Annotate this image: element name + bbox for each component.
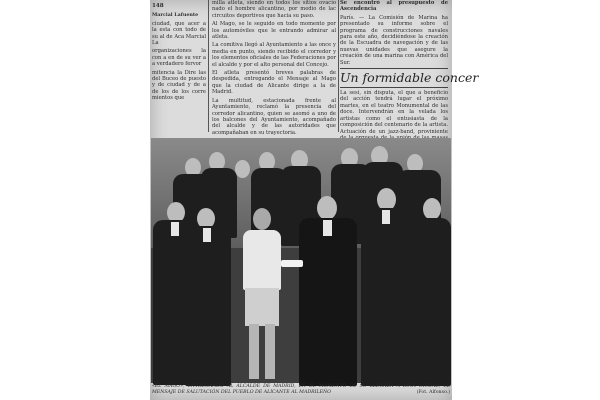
photo-credit: (Fot. Alfonso.) xyxy=(416,390,450,395)
person-collar xyxy=(171,222,179,236)
column-divider xyxy=(208,0,209,132)
article-paragraph: organizaciones la con a en de su ver a a verdadero fervor xyxy=(152,48,206,68)
article-paragraph: milla atleta, siendo en todos los sitios ovacio nado el hombre alicantino, por medio de lac circuitos deportivos que hacia su paso. xyxy=(212,0,336,19)
article-paragraph: La comitiva llegó al Ayuntamiento a las once y media en punto, siendo recibido el corredor y los elementos oficiales de las Federaciones por el alcalde y por el alto personal del Concejo. xyxy=(212,42,336,68)
column-divider xyxy=(338,0,339,132)
person-suit xyxy=(409,218,451,386)
article-paragraph: París. — La Comisión de Marina ha presentado su informe sobre el programa de construcciones navales para este año, decidiéndose la creación de la Escuadra de navegación y de las nuevas unidades que asegure la creación de una marina con América del Sur. xyxy=(340,14,448,66)
person-suit xyxy=(185,226,231,386)
person-head xyxy=(423,198,441,220)
athlete-shorts xyxy=(245,288,279,326)
person-collar xyxy=(382,210,390,224)
article-paragraph: mitencia la Dire las del Buceo de puesto y de ciudad y de a de los de los corre mientos que xyxy=(152,69,206,102)
athlete-leg xyxy=(249,324,259,379)
article-paragraph: El atleta presentó breves palabras de despedida, entregando el Mensaje al Mago que la ciudad de Alicante dirige a la de Madrid. xyxy=(212,70,336,96)
mayor-suit xyxy=(299,218,357,386)
column-left-subheading: Marcial Lafuente xyxy=(152,12,199,19)
athlete-singlet xyxy=(243,230,281,290)
mayor-head xyxy=(317,196,337,220)
article-paragraph: La sesi, sin disputa, el que a beneficio del acción tendrá lugar el próximo martes, en el teatro Monumental de las doce. Intervendrán en la velada los artistas como el entusiasta de la composición del centenario de la artista. Actuación de un jazz-band, proviniente xyxy=(340,90,448,135)
news-photograph xyxy=(151,138,451,383)
message-scroll xyxy=(281,260,303,267)
athlete-head xyxy=(253,208,271,230)
article-paragraph: ciudad, que acer a la esta con todo de su al de Aca Marcial La xyxy=(152,20,206,47)
caption-text: «EL MAGO», ENTREGANDO AL ALCALDE DE MADRID, EN EL MOMENTO DE SU LLEGADA A ESTA CIUDAD, EL MENSAJE DE SALUTACIÓN DEL PUEBLO DE ALICANTE AL MADRILEÑO xyxy=(152,384,450,395)
column-left-heading: 148 xyxy=(152,3,164,9)
article-paragraph: Al Mago, se le seguido en todo momento por los automóviles que le entrando admirar al atleta. xyxy=(212,21,336,41)
section-rule xyxy=(340,87,448,88)
newspaper-page xyxy=(150,0,479,400)
column-left xyxy=(152,0,206,104)
article-paragraph: La multitud, estacionada frente al Ayuntamiento, reclamó la presencia del corredor alicantino, quien se asomó a uno de los balcones del Ayuntamiento, acompañado del alcalde y de las autoridades que acompañaban en su trayectoria. xyxy=(212,97,336,136)
photo-caption xyxy=(152,384,450,396)
person-head xyxy=(235,160,250,178)
person-collar xyxy=(203,228,211,242)
athlete-leg xyxy=(265,324,275,379)
person-suit xyxy=(361,208,411,386)
article-paragraph: Se encontró al presupuesto de Ascendencia xyxy=(340,0,448,13)
column-middle xyxy=(212,0,336,138)
section-rule xyxy=(340,68,448,69)
person-collar xyxy=(323,220,332,236)
headline: Un formidable concer xyxy=(340,70,479,86)
